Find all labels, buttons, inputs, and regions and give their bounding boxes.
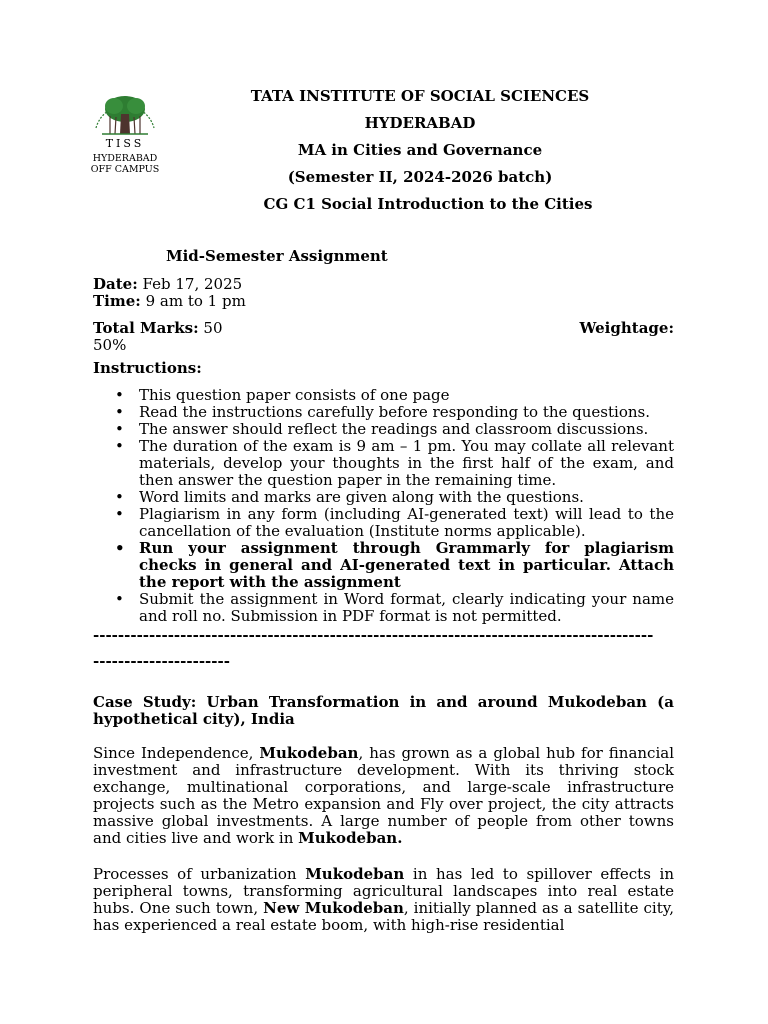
date-value: Feb 17, 2025 bbox=[142, 275, 243, 293]
assignment-title: Mid-Semester Assignment bbox=[166, 247, 388, 265]
logo-campus bbox=[90, 153, 160, 175]
time-value: 9 am to 1 pm bbox=[145, 292, 246, 310]
instructions-label: Instructions: bbox=[93, 359, 202, 377]
case-study-title: Case Study: Urban Transformation in and around Mukodeban (a hypothetical city), India bbox=[93, 693, 674, 728]
logo-campus-line2: OFF CAMPUS bbox=[90, 164, 160, 175]
weightage-value: 50% bbox=[93, 336, 127, 354]
instruction-item: • Read the instructions carefully before responding to the questions. bbox=[139, 404, 674, 421]
time-line bbox=[93, 293, 674, 310]
p2-text: , initially planned as a satellite city, has experienced a real estate boom, with high-rise residential bbox=[93, 899, 675, 934]
p1-text: , has grown as a global hub for financial investment and infrastructure development. With its thriving stock exchange, multinational corporations, and large-scale infrastructure projects such as the Metro expansion and Fly over project, the city attracts massive global investments. A large number of people from other towns and cities live and work in bbox=[93, 744, 674, 847]
city-name: Mukodeban bbox=[259, 744, 359, 762]
instruction-item: • Plagiarism in any form (including AI-generated text) will lead to the cancellation of the evaluation (Institute norms applicable). bbox=[139, 506, 674, 540]
semester-info: (Semester II, 2024-2026 batch) bbox=[287, 168, 553, 186]
marks-value: 50 bbox=[203, 319, 223, 337]
p2-text: Processes of urbanization bbox=[93, 865, 306, 883]
marks-line bbox=[93, 320, 674, 337]
case-study-paragraph-1 bbox=[93, 745, 674, 847]
instruction-item: • Submit the assignment in Word format, clearly indicating your name and roll no. Submission in PDF format is not permitted. bbox=[139, 591, 674, 625]
instruction-item: • Word limits and marks are given along with the questions. bbox=[139, 489, 674, 506]
date-label: Date: bbox=[93, 275, 138, 293]
p1-text: Since Independence, bbox=[93, 744, 260, 762]
instruction-item: • Run your assignment through Grammarly for plagiarism checks in general and AI-generated text in particular. Attach the report with the assignment bbox=[139, 540, 674, 591]
time-label: Time: bbox=[93, 292, 141, 310]
weightage-label: Weightage: bbox=[579, 319, 674, 337]
town-name: New Mukodeban bbox=[263, 899, 404, 917]
p2-text: in has led to spillover effects in peripheral towns, transforming agricultural landscapes into real estate hubs. One such town, bbox=[93, 865, 674, 917]
logo-acronym: TISS bbox=[105, 137, 145, 150]
instruction-item: • The duration of the exam is 9 am – 1 pm. You may collate all relevant materials, develop your thoughts in the first half of the exam, and then answer the question paper in the remaining time. bbox=[139, 438, 674, 489]
city-name: Mukodeban. bbox=[298, 829, 403, 847]
course-name: CG C1 Social Introduction to the Cities bbox=[263, 195, 593, 213]
banyan-tree-icon bbox=[90, 84, 160, 138]
tiss-logo bbox=[90, 84, 160, 180]
instruction-item: • The answer should reflect the readings and classroom discussions. bbox=[139, 421, 674, 438]
institute-name: TATA INSTITUTE OF SOCIAL SCIENCES bbox=[250, 87, 590, 105]
divider: ------------------------------------------------------------------------------------------ bbox=[93, 626, 654, 644]
instructions-list bbox=[93, 387, 674, 625]
city-name: Mukodeban bbox=[305, 865, 405, 883]
campus-name: HYDERABAD bbox=[364, 114, 476, 132]
marks-label: Total Marks: bbox=[93, 319, 199, 337]
divider: ---------------------- bbox=[93, 652, 230, 670]
logo-campus-line1: HYDERABAD bbox=[92, 153, 158, 164]
date-line bbox=[93, 276, 674, 293]
instruction-item: • This question paper consists of one page bbox=[139, 387, 674, 404]
program-name: MA in Cities and Governance bbox=[297, 141, 543, 159]
case-study-paragraph-2 bbox=[93, 866, 674, 934]
